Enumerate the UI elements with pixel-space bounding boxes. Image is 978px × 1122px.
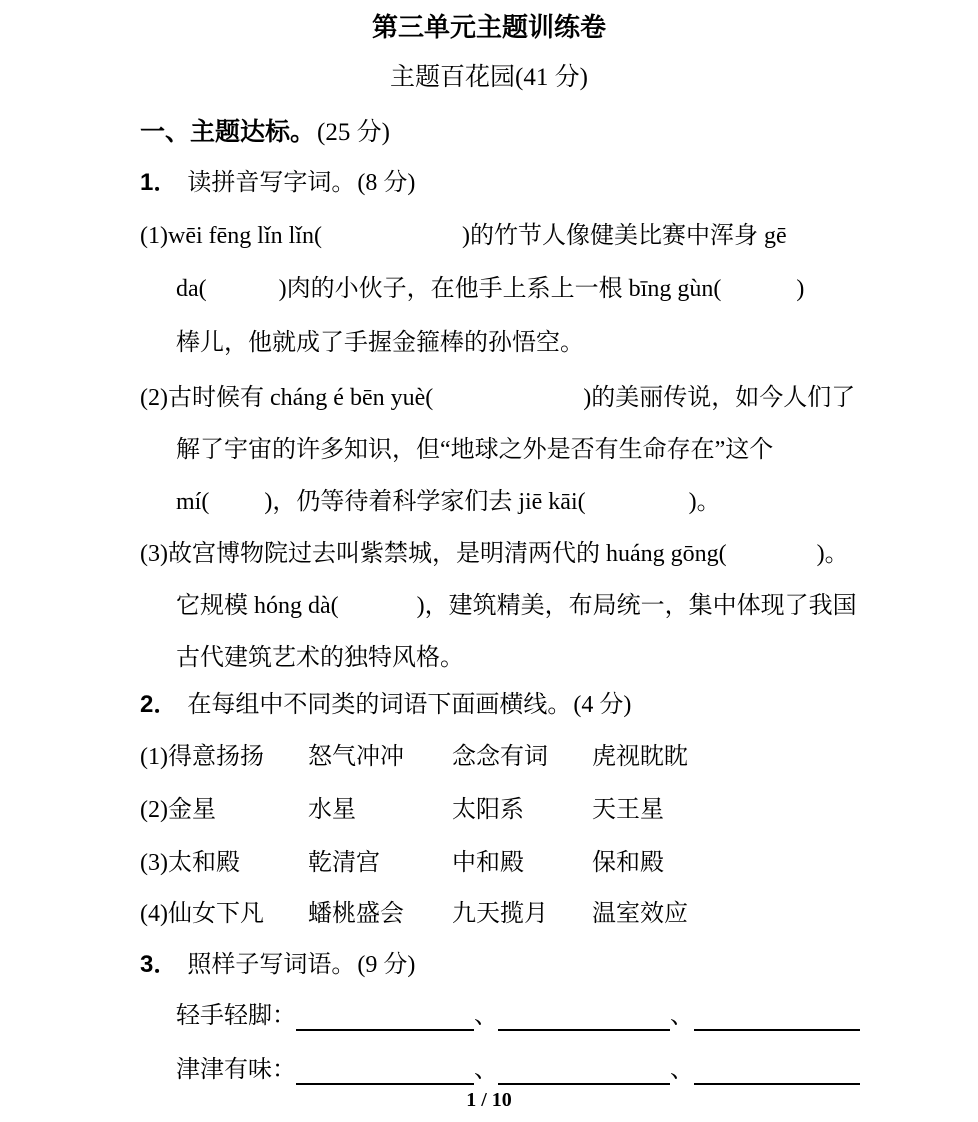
q2-row-3-label: (3) xyxy=(140,850,168,876)
question-1-stem xyxy=(140,157,415,209)
q1-item1-l1b: )的竹节人像健美比赛中浑身 gē xyxy=(461,223,787,249)
answer-blank xyxy=(694,1027,860,1031)
q2-row-1-word-2: 怒气冲冲 xyxy=(308,744,404,770)
section-heading-score: (25 分) xyxy=(317,119,390,146)
answer-blank xyxy=(498,1027,670,1031)
question-3-text: 照样子写词语。 xyxy=(187,951,356,978)
q2-row-1-word-4: 虎视眈眈 xyxy=(592,744,688,770)
q1-item3-l1a: (3)故宫博物院过去叫紫禁城，是明清两代的 huáng gōng( xyxy=(140,541,727,567)
q1-item1-l2a: da( xyxy=(176,276,207,302)
q2-row-3-word-1: 太和殿 xyxy=(167,850,240,876)
section-heading-text: 一、主题达标。 xyxy=(140,118,316,146)
question-3-score: (9 分) xyxy=(357,952,416,978)
q1-item3-l2a: 它规模 hóng dà( xyxy=(176,593,339,619)
q1-item1-l1a: (1)wēi fēng lǐn lǐn( xyxy=(140,223,322,249)
question-1-text: 读拼音写字词。 xyxy=(187,169,356,196)
page-title: 第三单元主题训练卷 xyxy=(371,12,606,42)
separator-mark: 、 xyxy=(474,1057,498,1083)
q2-row-4-word-4: 温室效应 xyxy=(592,901,688,927)
answer-space xyxy=(433,401,583,405)
answer-space xyxy=(209,505,264,509)
q2-row-3 xyxy=(140,837,664,889)
q1-item2-line1 xyxy=(140,372,855,424)
q1-item3-line2 xyxy=(176,580,857,632)
section-heading xyxy=(140,106,390,158)
q2-row-4-label: (4) xyxy=(140,901,168,927)
question-2-stem xyxy=(140,679,631,731)
q2-row-2-word-1: 金星 xyxy=(167,797,216,823)
q1-item2-line2 xyxy=(176,424,773,476)
answer-space xyxy=(207,292,279,296)
q1-item1-l2b: )肉的小伙子，在他手上系上一根 bīng gùn( xyxy=(278,276,722,302)
q3-example-2-word: 津津有味： xyxy=(176,1057,296,1083)
q2-row-4 xyxy=(140,888,688,940)
q2-row-4-word-2: 蟠桃盛会 xyxy=(308,901,404,927)
q1-item3-l1b: )。 xyxy=(816,541,849,567)
q1-item3-l3: 古代建筑艺术的独特风格。 xyxy=(176,645,464,671)
question-1-score: (8 分) xyxy=(357,170,416,196)
q1-item2-l2: 解了宇宙的许多知识，但“地球之外是否有生命存在”这个 xyxy=(176,437,774,463)
q2-row-3-word-2: 乾清宫 xyxy=(308,850,380,876)
q2-row-4-word-1: 仙女下凡 xyxy=(167,901,264,927)
q1-item2-l3a: mí( xyxy=(176,489,210,515)
q1-item3-line3 xyxy=(176,632,464,684)
q1-item2-line3 xyxy=(176,476,721,528)
q2-row-2-word-4: 天王星 xyxy=(592,797,664,823)
page-number: 1 / 10 xyxy=(466,1089,512,1111)
q2-row-1 xyxy=(140,731,688,783)
q2-row-4-word-3: 九天揽月 xyxy=(452,901,548,927)
question-3-number: 3． xyxy=(140,951,178,978)
q1-item1-l3: 棒儿，他就成了手握金箍棒的孙悟空。 xyxy=(176,330,584,356)
answer-blank xyxy=(296,1027,474,1031)
answer-space xyxy=(727,557,817,561)
answer-space xyxy=(586,505,689,509)
question-2-score: (4 分) xyxy=(573,692,632,718)
q1-item1-line1 xyxy=(140,210,787,262)
q1-item2-l3b: )，仍等待着科学家们去 jiē kāi( xyxy=(264,489,586,515)
question-1-number: 1． xyxy=(140,169,178,196)
q1-item2-l1b: )的美丽传说，如今人们了 xyxy=(583,385,856,411)
q1-item2-l1a: (2)古时候有 cháng é bēn yuè( xyxy=(140,385,434,411)
answer-space xyxy=(721,292,796,296)
q1-item1-line3 xyxy=(176,317,584,369)
q1-item3-l2b: )，建筑精美，布局统一，集中体现了我国 xyxy=(416,593,857,619)
q1-item3-line1 xyxy=(140,528,849,580)
q2-row-1-word-3: 念念有词 xyxy=(452,744,548,770)
q2-row-1-word-1: 得意扬扬 xyxy=(167,744,264,770)
separator-mark: 、 xyxy=(670,1003,694,1029)
q2-row-2-word-3: 太阳系 xyxy=(452,797,524,823)
separator-mark: 、 xyxy=(670,1057,694,1083)
q1-item1-line2 xyxy=(176,263,804,315)
q2-row-2-label: (2) xyxy=(140,797,168,823)
q1-item1-l2c: ) xyxy=(796,276,805,302)
answer-space xyxy=(339,609,417,613)
q1-item2-l3c: )。 xyxy=(688,489,721,515)
answer-space xyxy=(322,239,462,243)
question-2-text: 在每组中不同类的词语下面画横线。 xyxy=(187,691,572,718)
q3-example-1-word: 轻手轻脚： xyxy=(176,1003,296,1029)
q3-example-1 xyxy=(176,990,860,1042)
q2-row-3-word-3: 中和殿 xyxy=(452,850,524,876)
q2-row-3-word-4: 保和殿 xyxy=(592,850,664,876)
question-3-stem xyxy=(140,939,415,991)
separator-mark: 、 xyxy=(474,1003,498,1029)
q2-row-1-label: (1) xyxy=(140,744,168,770)
q2-row-2 xyxy=(140,784,664,836)
question-2-number: 2． xyxy=(140,691,178,718)
q2-row-2-word-2: 水星 xyxy=(308,797,356,823)
section-subtitle: 主题百花园(41 分) xyxy=(390,64,588,91)
